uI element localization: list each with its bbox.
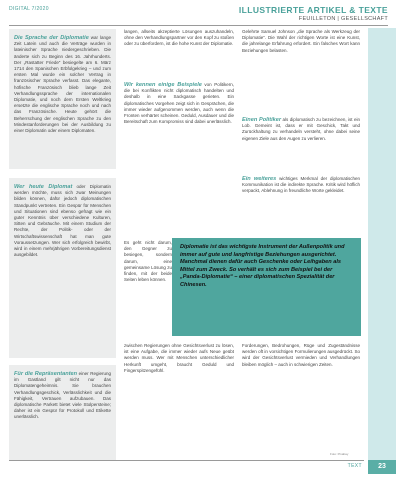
col3-paragraph-3 bbox=[242, 176, 360, 195]
box1-body: war lange Zeit Latein und auch die Verträge wurden in lateinischer Sprache niedergeschrieben. Die änderte sich zu Beginn des 16. Jahrhunderts. Der „Rastatter Friede“ besiegelte am 6. März 1714 den Spanischen Erbfolgekrieg – und zum ersten Mal wurde ein solcher Vertrag in französischer Sprache verfasst. Das elegante, höfische Französisch blieb lange Zeit Verhandlungssprache der internationalen Diplomatie, und noch dem Ersten Weltkrieg ersetzte die englische Sprache noch und nach das Französische. Heute gehört die Beherrschung der englischen Sprache zu den Mindestanforderungen bei der Ausbildung zu einer Diplomatin oder einem Diplomaten. bbox=[14, 35, 111, 134]
page-number: 23 bbox=[368, 460, 396, 474]
footer-label: TEXT bbox=[347, 463, 362, 469]
col3-paragraph-2 bbox=[242, 117, 360, 142]
box1-heading: Die Sprache der Diplomatie bbox=[14, 35, 89, 41]
pull-quote bbox=[172, 238, 361, 336]
decorative-sidebar bbox=[368, 28, 396, 461]
header-rule bbox=[9, 25, 388, 26]
col2-paragraph-3: zwischen Regierungen ohne Gesichtsverlust zu lösen, ist eine Aufgabe, die immer wieder aufs Neue geübt werden muss. Wer mit Menschen unterschiedlicher Herkunft umgeht, braucht Geduld und Fingerspitzengefühl. bbox=[124, 343, 234, 373]
col2-narrow-paragraph: Es geht nicht darum, den Gegner zu besiegen, sondern darum, eine gemeinsame Lösung zu finden, mit der beide Seiten leben können. bbox=[124, 240, 172, 283]
col3-heading-1: Einen Politiker bbox=[242, 117, 282, 123]
col3-heading-2: Ein weiteres bbox=[242, 176, 277, 182]
issue-label: DIGITAL 7/2020 bbox=[9, 6, 49, 12]
col3-paragraph-1: Gelehrte Samuel Johnson „die Sprache als Werkzeug der Diplomatie“. Die Wahl der richtigen Worte ist eine Kunst, die jahrelange Erfahrung erfordert. Ein falsches Wort kann Beziehungen belasten. bbox=[242, 29, 360, 53]
box3-heading: Für die Repräsentanten bbox=[14, 371, 78, 377]
box2-heading: Wer heute Diplomat bbox=[14, 184, 73, 190]
col3-body-2: wichtiges Merkmal der diplomatischen Kommunikation ist die indirekte Sprache. Kritik wird höflich verpackt, Ablehnung in freundliche Worte gekleidet. bbox=[242, 176, 360, 194]
box3-body: einer Regierung im Gastland gilt nicht nur das Diplomatengeheimnis. Sie brauchen Verhandlungsgeschick, Verlässlichkeit und die Fähigkeit, Vertrauen aufzubauen. Das diplomatische Parkett bietet viele Stolpersteine; daher ist ein Gespür für Protokoll und Etikette unerlässlich. bbox=[14, 371, 111, 420]
col2-paragraph-2 bbox=[124, 82, 234, 125]
info-box-1 bbox=[9, 29, 116, 169]
section-subtitle: FEUILLETON | GESELLSCHAFT bbox=[298, 16, 388, 22]
col3-body-1: als diplomatisch zu bezeichnen, ist ein Lob. Gemeint ist, dass er mit Geschick, Takt und Zurückhaltung zu verhandeln versteht, ohne dabei seine eigenen Ziele aus den Augen zu verlieren. bbox=[242, 117, 360, 141]
footer-rule bbox=[9, 460, 364, 461]
photo-credit: Foto: Pixabay bbox=[330, 452, 349, 456]
pull-quote-text: Diplomatie ist das wichtigste Instrument der Außenpolitik und immer auf gute und langfristige Beziehungen ausgerichtet. Manchmal dienen dafür auch Geschenke oder Leihgaben als Mittel zum Zweck. So verhält es sich zum Beispiel bei der „Panda-Diplomatie“ – einer diplomatischen Spezialität der Chinesen. bbox=[180, 244, 345, 288]
info-box-2 bbox=[9, 178, 116, 358]
info-box-3 bbox=[9, 365, 116, 461]
col2-body: von Politikern, die bei Konflikten nicht diplomatisch handelten und deshalb in eine Sackgasse gerieten. Ein diplomatisches Vorgehen zeigt sich in Gesprächen, die immer wieder aufgenommen werden, auch wenn die Fronten verhärtet scheinen. Geduld, Ausdauer und die Bereitschaft zum Kompromiss sind dabei unerlässlich. bbox=[124, 82, 234, 125]
col2-paragraph-1: langen, allseits akzeptierte Lösungen auszuhandeln, ohne den Verhandlungspartner vor den Kopf zu stoßen oder zu überfordern, ist die hohe Kunst der Diplomatie. bbox=[124, 29, 234, 47]
col3-paragraph-4: Forderungen, Bedrohungen, Rüge und Zugeständnisse werden oft in vorsichtigen Formulierungen ausgedrückt. So wird der Gesichtsverlust vermieden und Verhandlungen bleiben möglich – auch in schwierigen Zeiten. bbox=[242, 343, 360, 367]
col2-heading: Wir kennen einige Beispiele bbox=[124, 82, 202, 88]
box2-body: oder Diplomatin werden möchte, muss sich zwar Meinungen bilden können, dafür jedoch diplomatischen Standpunkt vertreten. Ein Gespür für Menschen und Situationen sind ebenso gefragt wie ein guter Kenntnis über verschiedene Kulturen, Sitten und Gebräuche. Mit einem Studium der Rechte, der Politik- oder der Wirtschaftswissenschaft hat man gute Voraussetzungen. Wer sich erfolgreich bewirbt, wird in einem mehrjährigen Vorbereitungsdienst ausgebildet. bbox=[14, 184, 111, 258]
section-title: ILLUSTRIERTE ARTIKEL & TEXTE bbox=[238, 5, 388, 15]
